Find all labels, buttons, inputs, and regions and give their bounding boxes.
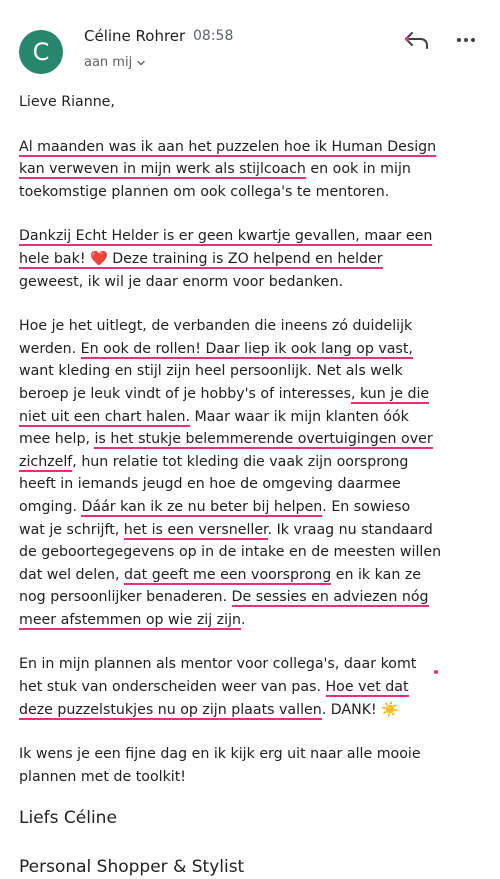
closing: Liefs Céline [19,808,117,829]
p3-line-12 [19,564,489,587]
signature: Personal Shopper & Stylist [19,857,245,878]
p3-line-8: heeft in iemands jeugd en hoe de omgeving daarmee [19,476,401,493]
highlight-text: , kun je die [350,385,430,402]
highlight-text: is het stukje belemmerende overtuigingen over [94,431,433,448]
highlight-text: kan verweven in mijn werk als stijlcoach [19,161,306,178]
highlight-text: meer afstemmen op wie zij zijn [19,611,242,628]
recipient-toggle[interactable] [84,55,146,70]
highlight-text: Hoe vet dat [325,679,409,696]
p3-line-3: want kleding en stijl zijn heel persoonlijk. Net als welk [19,363,403,380]
highlight-text: En ook de rollen! Daar liep ik ook lang op vast, [80,340,413,357]
text: Maar waar ik mijn klanten óók [189,408,409,425]
text: beroep je leuk vindt of je hobby's of interesses [19,385,351,402]
p1-line-3: toekomstige plannen om ook collega's te mentoren. [19,183,390,200]
red-mark [434,670,438,674]
greeting [19,91,489,114]
text: werden. [19,340,81,357]
highlight-text: De sessies en adviezen nóg [231,589,429,606]
p3-line-11: de geboortegegevens op in de intake en de meesten willen [19,544,442,561]
p1-line-2 [19,158,489,181]
more-vert-icon [452,26,480,54]
p4-line-2 [19,676,489,699]
text: mee help, [19,431,95,448]
sender-name[interactable]: Céline Rohrer [84,27,186,45]
highlight-text [19,251,383,269]
sun-emoji: ☀️ [381,701,399,718]
sent-time: 08:58 [193,28,234,44]
highlight-text: deze puzzelstukjes nu op zijn plaats vallen [19,701,322,718]
p2-line-1 [19,225,489,248]
p1-line-1 [19,136,489,159]
email-header [0,0,500,80]
p3-line-10 [19,519,489,542]
paragraph-1 [19,136,489,204]
p3-line-14 [19,609,489,632]
p4-line-3 [19,699,489,722]
more-options-button[interactable] [452,26,480,54]
text: en ook in mijn [305,161,411,178]
greeting-text: Lieve Rianne, [19,94,115,110]
text: . Ik vraag nu standaard [267,521,433,538]
text: omging. [19,498,82,515]
p3-line-13 [19,586,489,609]
email-body [19,91,489,879]
heart-emoji: ❤️ [90,250,108,267]
highlight-text: Dáár kan ik ze nu beter bij helpen [81,498,323,515]
p2-line-3: geweest, ik wil je daar enorm voor bedanken. [19,273,344,290]
p3-line-7 [19,451,489,474]
p3-line-5 [19,406,489,429]
text: nog persoonlijker benaderen. [19,589,232,606]
sender-avatar[interactable]: C [19,30,63,74]
p5-line-2: plannen met de toolkit! [19,768,186,785]
p3-line-2 [19,338,489,361]
text: en ik kan ze [331,566,421,583]
highlight-text: zichzelf [19,453,73,470]
chevron-down-icon [136,58,146,68]
paragraph-4 [19,653,489,721]
text: . En sowieso [322,498,411,515]
p5-line-1: Ik wens je een fijne dag en ik kijk erg uit naar alle mooie [19,746,421,763]
highlight-text: Al maanden was ik aan het puzzelen hoe ik Human Design [19,138,437,155]
highlight-text: dat geeft me een voorsprong [123,566,332,583]
text: , hun relatie tot kleding die vaak zijn oorsprong [72,453,409,470]
p3-line-4 [19,383,489,406]
text: . DANK! [321,701,382,718]
text: het stuk van onderscheiden weer van pas. [19,679,326,696]
red-mark [405,37,409,41]
highlight-text: niet uit een chart halen. [19,408,190,425]
text: hele bak! [19,250,91,267]
text: Deze training is ZO helpend en helder [107,250,383,267]
text: . [241,611,246,628]
paragraph-2 [19,225,489,293]
p2-line-2 [19,248,489,271]
highlight-text: Dankzij Echt Helder is er geen kwartje gevallen, maar een [19,228,433,245]
recipient-label: aan mij [84,55,133,70]
text: wat je schrijft, [19,521,124,538]
p3-line-9 [19,496,489,519]
p4-line-1: En in mijn plannen als mentor voor collega's, daar komt [19,656,417,673]
paragraph-3 [19,315,489,631]
paragraph-5 [19,743,489,788]
p3-line-1: Hoe je het uitlegt, de verbanden die ineens zó duidelijk [19,318,413,335]
text: dat wel delen, [19,566,124,583]
highlight-text: het is een versneller [123,521,268,538]
p3-line-6 [19,428,489,451]
